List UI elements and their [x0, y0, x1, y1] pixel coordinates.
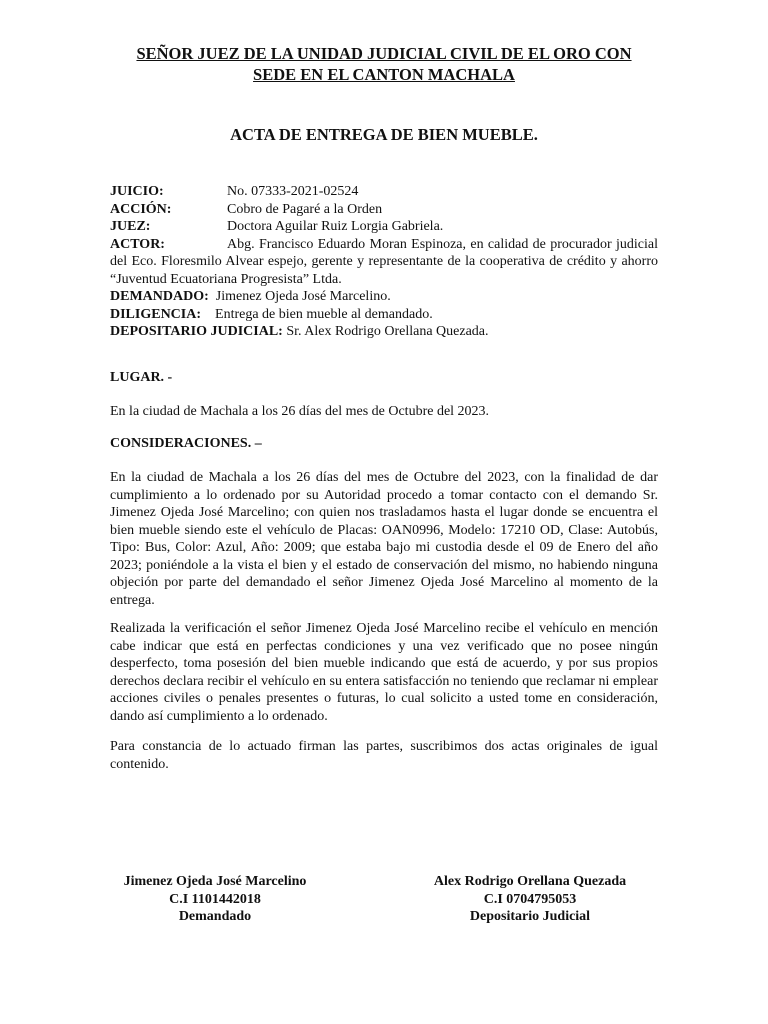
depositario-value: Sr. Alex Rodrigo Orellana Quezada. [286, 324, 489, 339]
consideraciones-paragraph-2: Realizada la verificación el señor Jimenez Ojeda José Marcelino recibe el vehículo en mención cabe indicar que está en perfectas condiciones y una vez verificado que no posee ningún desperfecto, toma posesión del bien mueble indicando que está de acuerdo, y por sus propios derechos declara recibir el vehículo en su entera satisfacción no teniendo que reclamar ni emplear acciones civiles o penales presentes o futuras, lo cual solicito a usted tome en consideración, dando así cumplimiento a lo ordenado. [110, 621, 658, 724]
diligencia-label: DILIGENCIA: [110, 306, 202, 322]
signature-id: C.I 0704795053 [483, 891, 577, 907]
consideraciones-heading [110, 435, 658, 453]
juicio-label: JUICIO: [110, 184, 164, 199]
court-header-line2: SEDE EN EL CANTON MACHALA [253, 65, 515, 84]
juicio-value: No. 07333-2021-02524 [227, 184, 359, 199]
demandado-row [110, 288, 658, 306]
accion-row [110, 201, 658, 219]
case-info-block [110, 183, 658, 341]
lugar-heading-text: LUGAR. - [110, 370, 173, 385]
consideraciones-paragraph-3: Para constancia de lo actuado firman las partes, suscribimos dos actas originales de igual contenido. [110, 739, 658, 772]
diligencia-row [110, 306, 658, 324]
actor-row [110, 236, 658, 289]
juez-label: JUEZ: [110, 219, 151, 234]
diligencia-value: Entrega de bien mueble al demandado. [215, 306, 433, 322]
signature-role: Demandado [178, 909, 252, 924]
accion-value: Cobro de Pagaré a la Orden [227, 201, 383, 217]
consideraciones-paragraph-1: En la ciudad de Machala a los 26 días del mes de Octubre del 2023, con la finalidad de dar cumplimiento a lo ordenado por su Autoridad procedo a tomar contacto con el demando Sr. Jimenez Ojeda José Marcelino; con quien nos trasladamos hasta el lugar donde se encuentra el bien mueble siendo este el vehículo de Placas: OAN0996, Modelo: 17210 OD, Clase: Autobús, Tipo: Bus, Color: Azul, Año: 2009; que estaba bajo mi custodia desde el 09 de Enero del año 2023; poniéndole a la vista el bien y el estado de conservación del mismo, no habiendo ninguna objeción por parte del demandado el señor Jimenez Ojeda José Marcelino al momento de la entrega. [110, 470, 658, 608]
document-title: ACTA DE ENTREGA DE BIEN MUEBLE. [230, 125, 538, 144]
signature-role: Depositario Judicial [469, 909, 591, 924]
signature-name: Jimenez Ojeda José Marcelino [123, 874, 307, 889]
demandado-label: DEMANDADO: [110, 289, 209, 304]
signature-id: C.I 1101442018 [169, 891, 261, 907]
lugar-text: En la ciudad de Machala a los 26 días del mes de Octubre del 2023. [110, 404, 490, 419]
juez-row [110, 218, 658, 236]
accion-label: ACCIÓN: [110, 201, 172, 217]
signature-block-demandado [85, 873, 345, 926]
depositario-label: DEPOSITARIO JUDICIAL: [110, 324, 283, 339]
consideraciones-heading-text: CONSIDERACIONES. – [110, 436, 262, 451]
juicio-row [110, 183, 658, 201]
court-header-line1: SEÑOR JUEZ DE LA UNIDAD JUDICIAL CIVIL DE EL ORO CON [136, 44, 632, 63]
court-header [100, 43, 668, 85]
actor-value: Abg. Francisco Eduardo Moran Espinoza, en calidad de procurador judicial del Eco. Floresmilo Alvear espejo, gerente y representante de la cooperativa de crédito y ahorro “Juventud Ecuatoriana Progresista” Ltda. [110, 236, 658, 287]
depositario-row [110, 323, 658, 341]
signature-block-depositario [400, 873, 660, 926]
actor-label: ACTOR: [110, 236, 165, 252]
juez-value: Doctora Aguilar Ruiz Lorgia Gabriela. [227, 219, 444, 234]
demandado-value: Jimenez Ojeda José Marcelino. [215, 289, 391, 304]
signature-name: Alex Rodrigo Orellana Quezada [433, 874, 627, 889]
lugar-heading [110, 369, 658, 387]
